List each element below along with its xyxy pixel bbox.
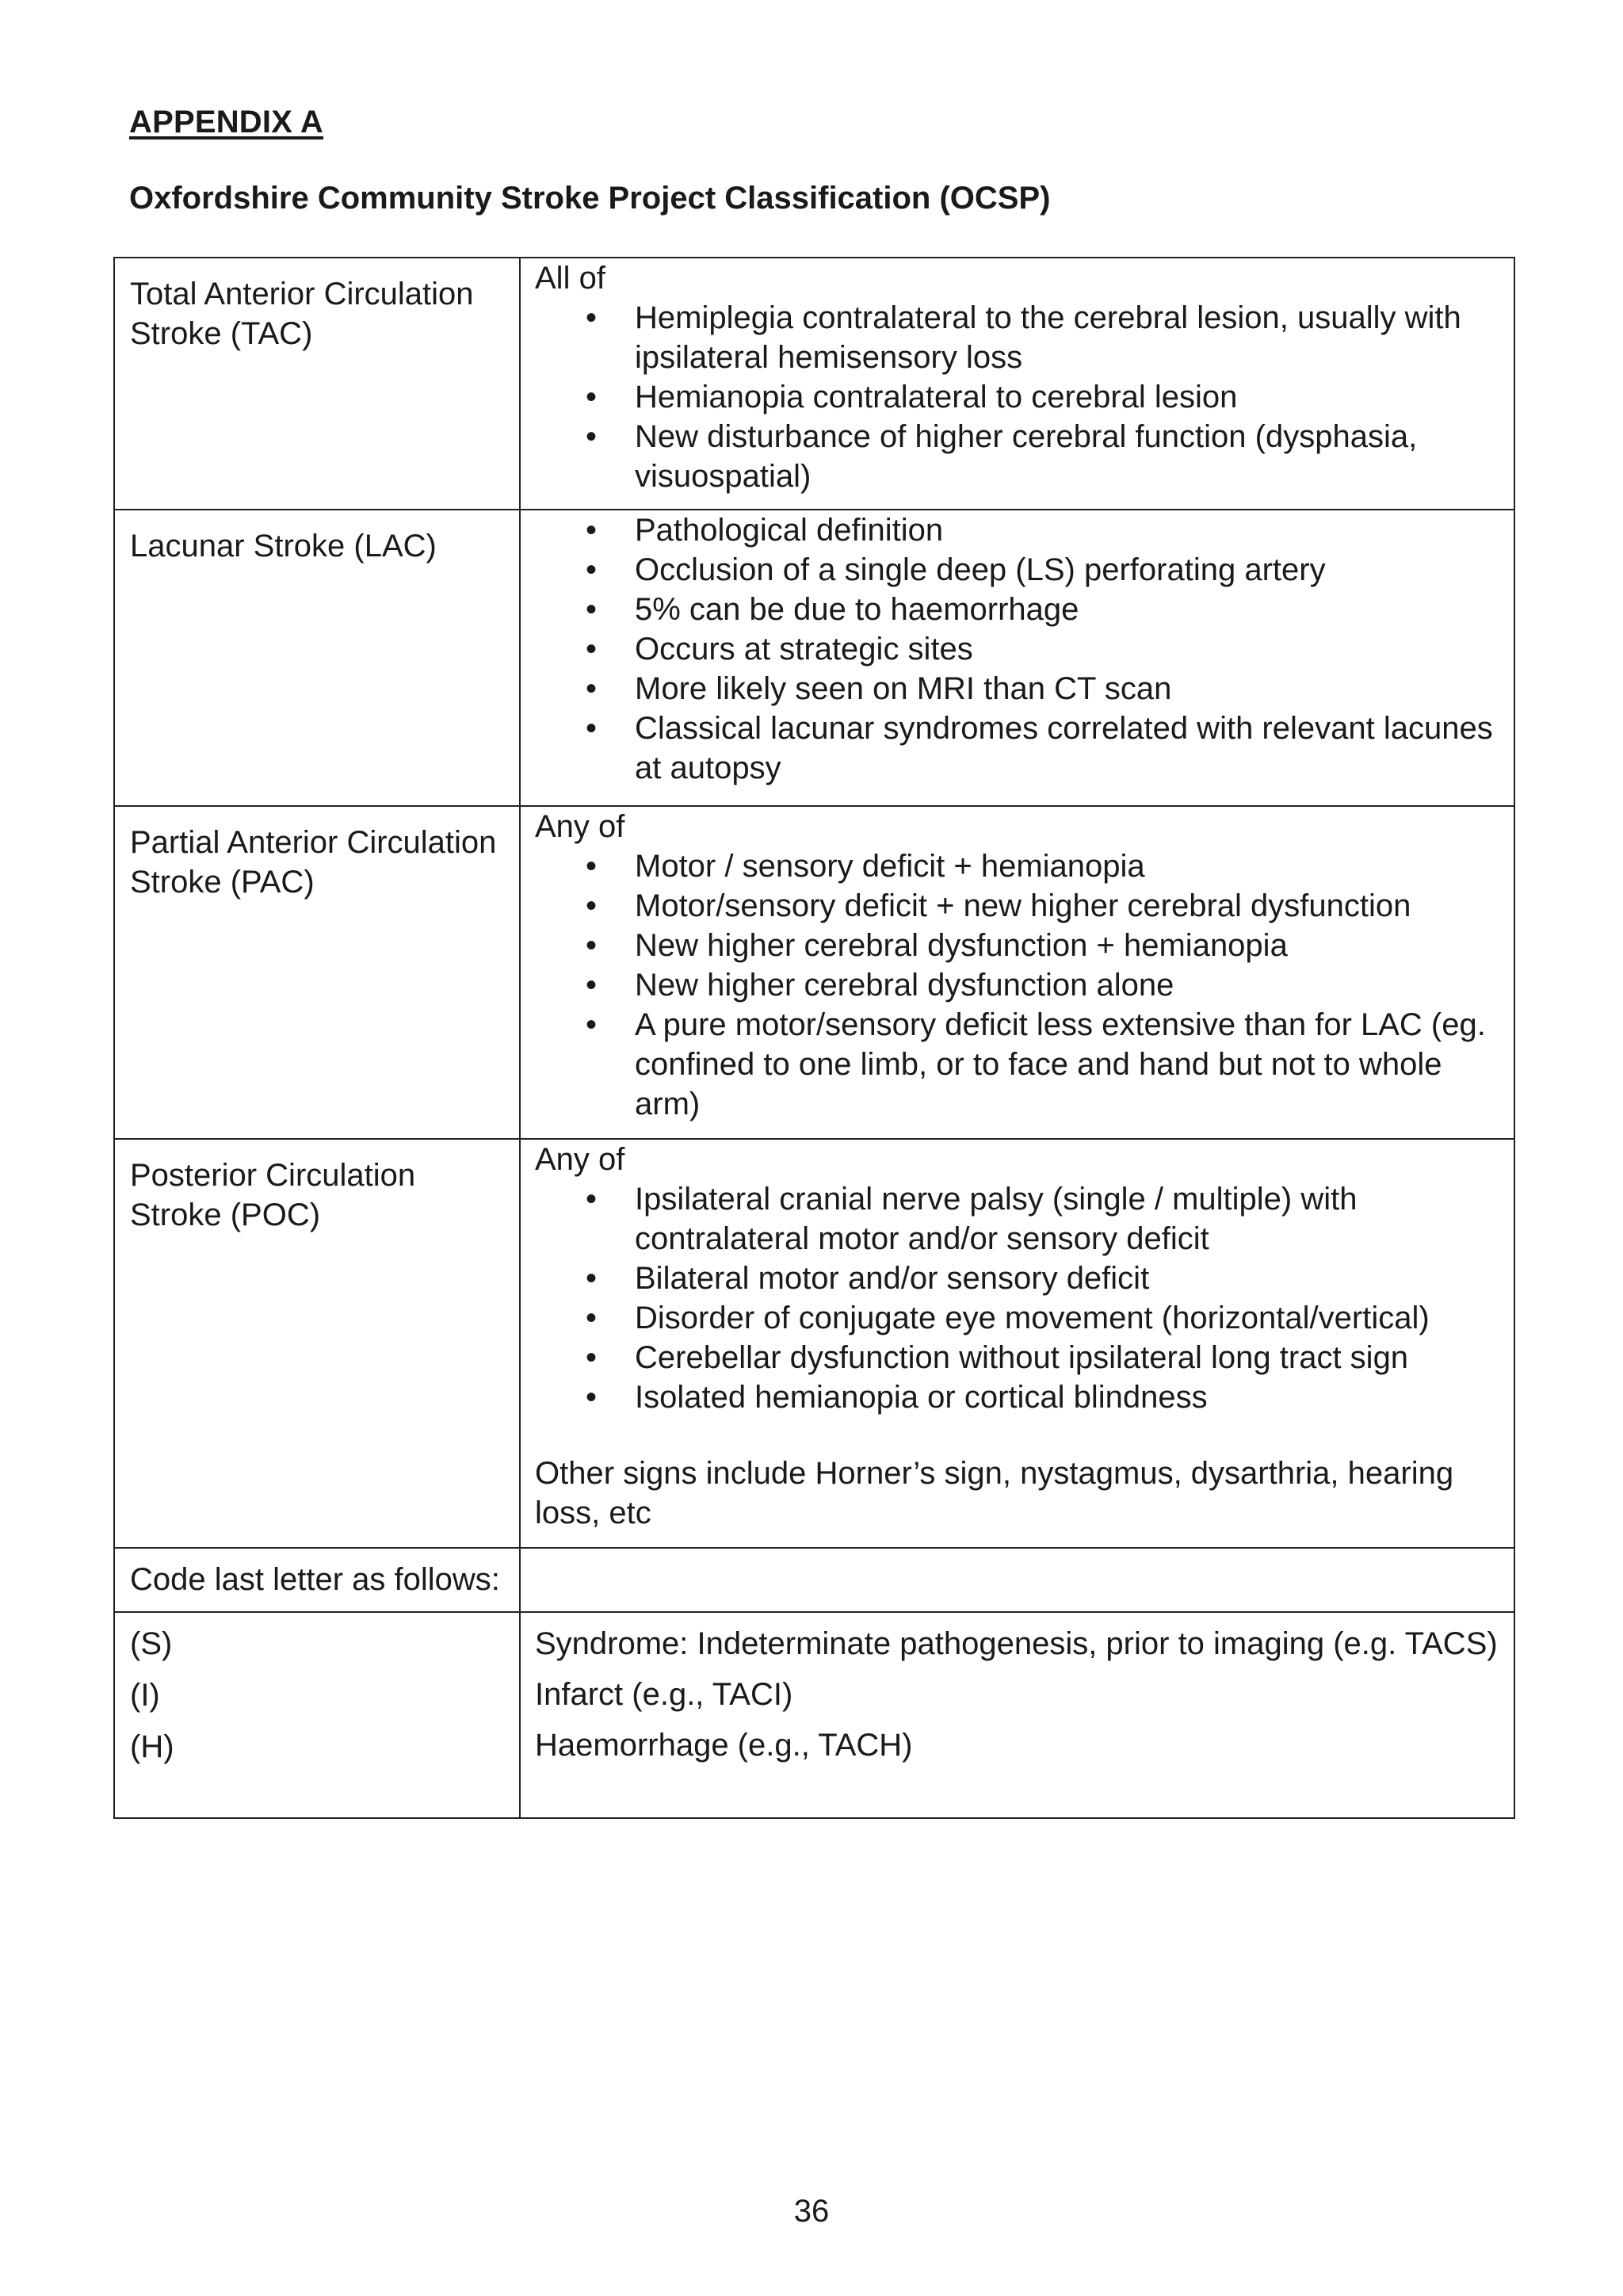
list-item (535, 550, 1506, 590)
code-description: Infarct (e.g., TACI) (535, 1677, 793, 1712)
row-description-cell (520, 806, 1514, 1139)
criteria-intro: Any of (535, 1142, 625, 1177)
list-item-text: Classical lacunar syndromes correlated with relevant lacunes at autopsy (635, 711, 1493, 785)
bullet-icon: • (586, 849, 598, 884)
list-item (535, 590, 1506, 629)
list-item-text: 5% can be due to haemorrhage (635, 592, 1079, 627)
bullet-icon: • (586, 968, 598, 1003)
stroke-type-label: Partial Anterior Circulation Stroke (PAC) (130, 825, 497, 900)
row-label-cell (114, 1139, 520, 1548)
code-letters-cell (114, 1612, 520, 1818)
list-item (535, 1338, 1506, 1377)
code-description: Syndrome: Indeterminate pathogenesis, prior to imaging (e.g. TACS) (535, 1626, 1498, 1661)
bullet-icon: • (586, 1340, 598, 1375)
list-item (535, 1259, 1506, 1298)
bullet-icon: • (586, 592, 598, 627)
list-item (535, 298, 1506, 377)
list-item-text: Hemianopia contralateral to cerebral lesion (635, 380, 1238, 415)
bullet-icon: • (586, 928, 598, 963)
stroke-type-label: Total Anterior Circulation Stroke (TAC) (130, 277, 474, 351)
criteria-list (535, 510, 1506, 788)
bullet-icon: • (586, 711, 598, 746)
table-row-lac (114, 510, 1514, 806)
list-item-text: Isolated hemianopia or cortical blindness (635, 1380, 1208, 1415)
list-item (535, 1298, 1506, 1338)
list-item (535, 377, 1506, 417)
row-label-cell (114, 258, 520, 510)
list-item-text: Motor/sensory deficit + new higher cerebral dysfunction (635, 888, 1411, 923)
table-row-tac (114, 258, 1514, 510)
list-item-text: Bilateral motor and/or sensory deficit (635, 1261, 1150, 1296)
row-label-cell (114, 806, 520, 1139)
list-item (535, 669, 1506, 709)
bullet-icon: • (586, 1261, 598, 1296)
bullet-icon: • (586, 300, 598, 335)
list-item-text: Hemiplegia contralateral to the cerebral lesion, usually with ipsilateral hemisensory loss (635, 300, 1461, 375)
criteria-list (535, 846, 1506, 1124)
document-heading: Oxfordshire Community Stroke Project Classification (OCSP) (129, 181, 1051, 216)
bullet-icon: • (586, 671, 598, 706)
bullet-icon: • (586, 419, 598, 454)
bullet-icon: • (586, 513, 598, 548)
list-item (535, 926, 1506, 965)
list-item-text: Disorder of conjugate eye movement (horizontal/vertical) (635, 1301, 1430, 1335)
stroke-type-label: Posterior Circulation Stroke (POC) (130, 1158, 416, 1232)
empty-cell (520, 1548, 1514, 1612)
row-description-cell (520, 1139, 1514, 1548)
code-letter: (I) (130, 1678, 160, 1713)
bullet-icon: • (586, 1182, 598, 1217)
row-label-cell (114, 510, 520, 806)
bullet-icon: • (586, 888, 598, 923)
criteria-intro: Any of (535, 809, 625, 844)
code-letter: (S) (130, 1626, 173, 1661)
list-item (535, 629, 1506, 669)
appendix-title: APPENDIX A (129, 105, 324, 139)
table-row-poc (114, 1139, 1514, 1548)
list-item-text: Occlusion of a single deep (LS) perforating artery (635, 552, 1326, 587)
list-item-text: Motor / sensory deficit + hemianopia (635, 849, 1145, 884)
list-item (535, 846, 1506, 886)
bullet-icon: • (586, 632, 598, 667)
list-item-text: A pure motor/sensory deficit less extensive than for LAC (eg. confined to one limb, or to face and hand but not to whole arm) (635, 1007, 1486, 1121)
list-item (535, 965, 1506, 1005)
list-item (535, 886, 1506, 926)
table-row-code-header (114, 1548, 1514, 1612)
criteria-list (535, 1179, 1506, 1417)
page-number: 36 (793, 2194, 830, 2229)
list-item (535, 709, 1506, 788)
bullet-icon: • (586, 552, 598, 587)
list-item-text: Ipsilateral cranial nerve palsy (single / multiple) with contralateral motor and/or sensory deficit (635, 1182, 1358, 1256)
bullet-icon: • (586, 380, 598, 415)
table-row-pac (114, 806, 1514, 1139)
list-item-text: Pathological definition (635, 513, 944, 548)
code-description: Haemorrhage (e.g., TACH) (535, 1728, 913, 1763)
table-row-codes (114, 1612, 1514, 1818)
stroke-type-label: Lacunar Stroke (LAC) (130, 529, 437, 563)
code-letter: (H) (130, 1729, 174, 1764)
code-header-label: Code last letter as follows: (130, 1562, 500, 1597)
list-item (535, 1179, 1506, 1259)
row-description-cell (520, 510, 1514, 806)
code-descriptions-cell (520, 1612, 1514, 1818)
bullet-icon: • (586, 1301, 598, 1335)
bullet-icon: • (586, 1007, 598, 1042)
criteria-list (535, 298, 1506, 496)
bullet-icon: • (586, 1380, 598, 1415)
list-item (535, 1377, 1506, 1417)
list-item-text: More likely seen on MRI than CT scan (635, 671, 1172, 706)
list-item-text: New disturbance of higher cerebral function (dysphasia, visuospatial) (635, 419, 1418, 494)
list-item-text: Occurs at strategic sites (635, 632, 973, 667)
criteria-intro: All of (535, 261, 605, 296)
other-signs-note: Other signs include Horner’s sign, nystagmus, dysarthria, hearing loss, etc (535, 1456, 1454, 1530)
list-item-text: Cerebellar dysfunction without ipsilateral long tract sign (635, 1340, 1409, 1375)
list-item (535, 417, 1506, 496)
list-item-text: New higher cerebral dysfunction + hemianopia (635, 928, 1288, 963)
row-description-cell (520, 258, 1514, 510)
list-item-text: New higher cerebral dysfunction alone (635, 968, 1174, 1003)
ocsp-classification-table (113, 257, 1515, 1819)
list-item (535, 1005, 1506, 1124)
code-header-cell (114, 1548, 520, 1612)
list-item (535, 510, 1506, 550)
